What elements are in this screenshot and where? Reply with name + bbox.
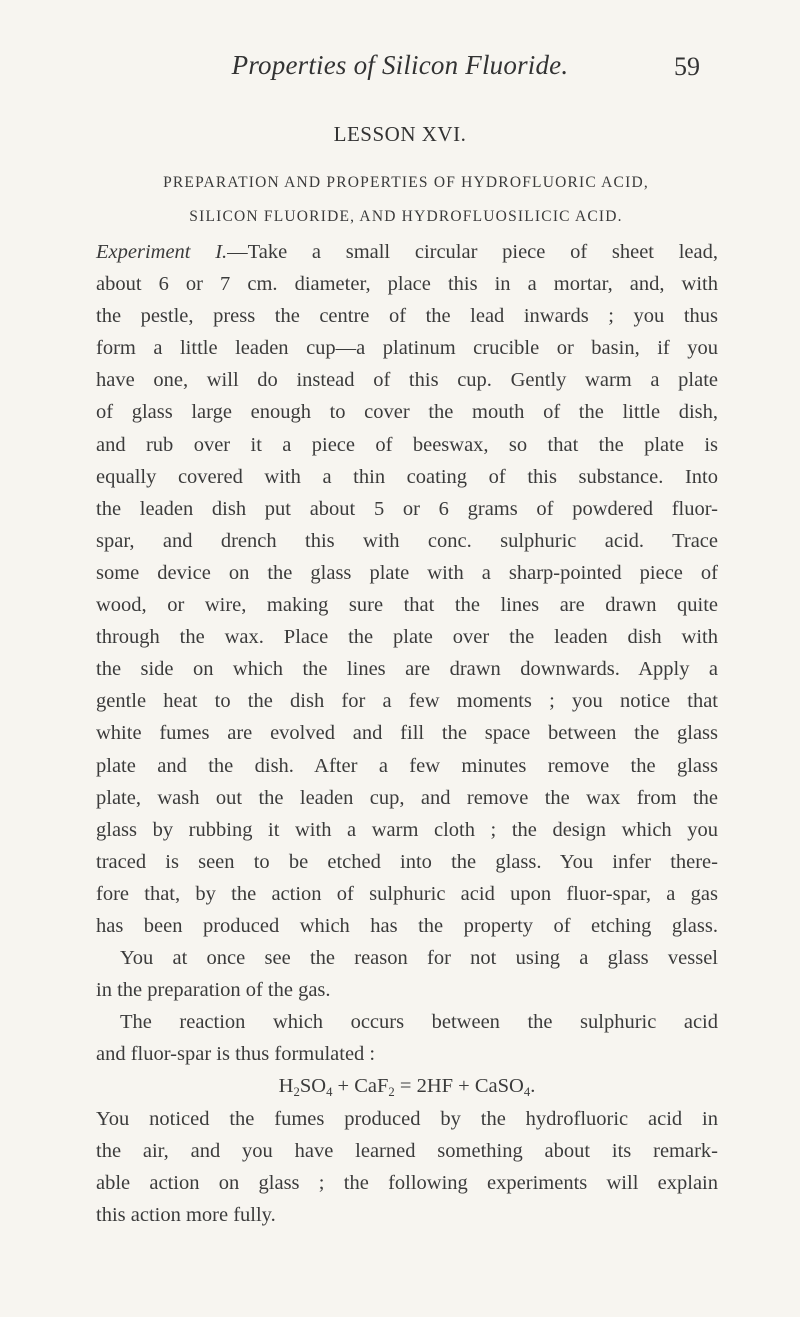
text-line: the pestle, press the centre of the lead inwards ; you thus xyxy=(96,305,718,328)
equation-subscript: 2 xyxy=(388,1085,395,1100)
equation-part: + CaF xyxy=(332,1075,389,1098)
text-line: through the wax. Place the plate over the leaden dish with xyxy=(96,626,718,649)
lesson-subtitle-line-1: PREPARATION AND PROPERTIES OF HYDROFLUORIC ACID, xyxy=(163,174,649,191)
text-line: able action on glass ; the following experiments will explain xyxy=(96,1171,718,1194)
text-line: has been produced which has the property of etching glass. xyxy=(96,914,718,937)
text-line: and fluor-spar is thus formulated : xyxy=(96,1043,376,1066)
equation-part: SO xyxy=(299,1075,327,1098)
equation-subscript: 4 xyxy=(523,1085,531,1100)
text-line: gentle heat to the dish for a few moments ; you notice that xyxy=(96,690,718,713)
text-line: plate, wash out the leaden cup, and remove the wax from the xyxy=(96,786,718,809)
equation-part: = 2HF + CaSO xyxy=(394,1075,524,1098)
lesson-subtitle-line-2: SILICON FLUORIDE, AND HYDROFLUOSILICIC ACID. xyxy=(189,208,623,225)
text-line: You at once see the reason for not using a glass vessel xyxy=(120,947,718,970)
text-line: You noticed the fumes produced by the hydrofluoric acid in xyxy=(96,1107,718,1130)
text-line: some device on the glass plate with a sharp-pointed piece of xyxy=(96,561,718,584)
equation-subscript: 4 xyxy=(326,1085,333,1100)
text-line: the side on which the lines are drawn downwards. Apply a xyxy=(96,658,718,681)
lesson-title: LESSON XVI. xyxy=(333,122,467,146)
text-line: this action more fully. xyxy=(96,1203,276,1226)
text-line: and rub over it a piece of beeswax, so that the plate is xyxy=(96,433,718,456)
equation-part: H xyxy=(278,1075,294,1098)
text-line: form a little leaden cup—a platinum crucible or basin, if you xyxy=(96,337,718,360)
running-header xyxy=(140,50,700,90)
text-line: the leaden dish put about 5 or 6 grams of powdered fluor- xyxy=(96,497,718,520)
text-line: plate and the dish. After a few minutes remove the glass xyxy=(96,754,718,777)
text-line: The reaction which occurs between the sulphuric acid xyxy=(120,1011,718,1034)
text-line: equally covered with a thin coating of this substance. Into xyxy=(96,465,718,488)
body-text xyxy=(96,236,718,1231)
text-line: have one, will do instead of this cup. Gently warm a plate xyxy=(96,369,718,392)
text-line: fore that, by the action of sulphuric acid upon fluor-spar, a gas xyxy=(96,882,718,905)
text-line: the air, and you have learned something about its remark- xyxy=(96,1139,718,1162)
text-line: wood, or wire, making sure that the lines are drawn quite xyxy=(96,594,718,617)
experiment-label: Experiment I. xyxy=(96,241,228,263)
text-line: in the preparation of the gas. xyxy=(96,979,331,1002)
text-line xyxy=(96,236,718,268)
text-line-content: —Take a small circular piece of sheet lead, xyxy=(227,241,718,263)
equation-subscript: 2 xyxy=(293,1085,300,1100)
text-line: spar, and drench this with conc. sulphuric acid. Trace xyxy=(96,529,718,552)
text-line: about 6 or 7 cm. diameter, place this in a mortar, and, with xyxy=(96,273,718,296)
text-line: traced is seen to be etched into the glass. You infer there- xyxy=(96,850,718,873)
text-line: glass by rubbing it with a warm cloth ; the design which you xyxy=(96,818,718,841)
text-line: white fumes are evolved and fill the space between the glass xyxy=(96,722,718,745)
running-title: Properties of Silicon Fluoride. xyxy=(231,50,569,80)
text-line: of glass large enough to cover the mouth of the little dish, xyxy=(96,401,718,424)
page-number: 59 xyxy=(674,52,700,81)
equation-part: . xyxy=(530,1075,536,1098)
chemical-equation xyxy=(96,1070,718,1102)
